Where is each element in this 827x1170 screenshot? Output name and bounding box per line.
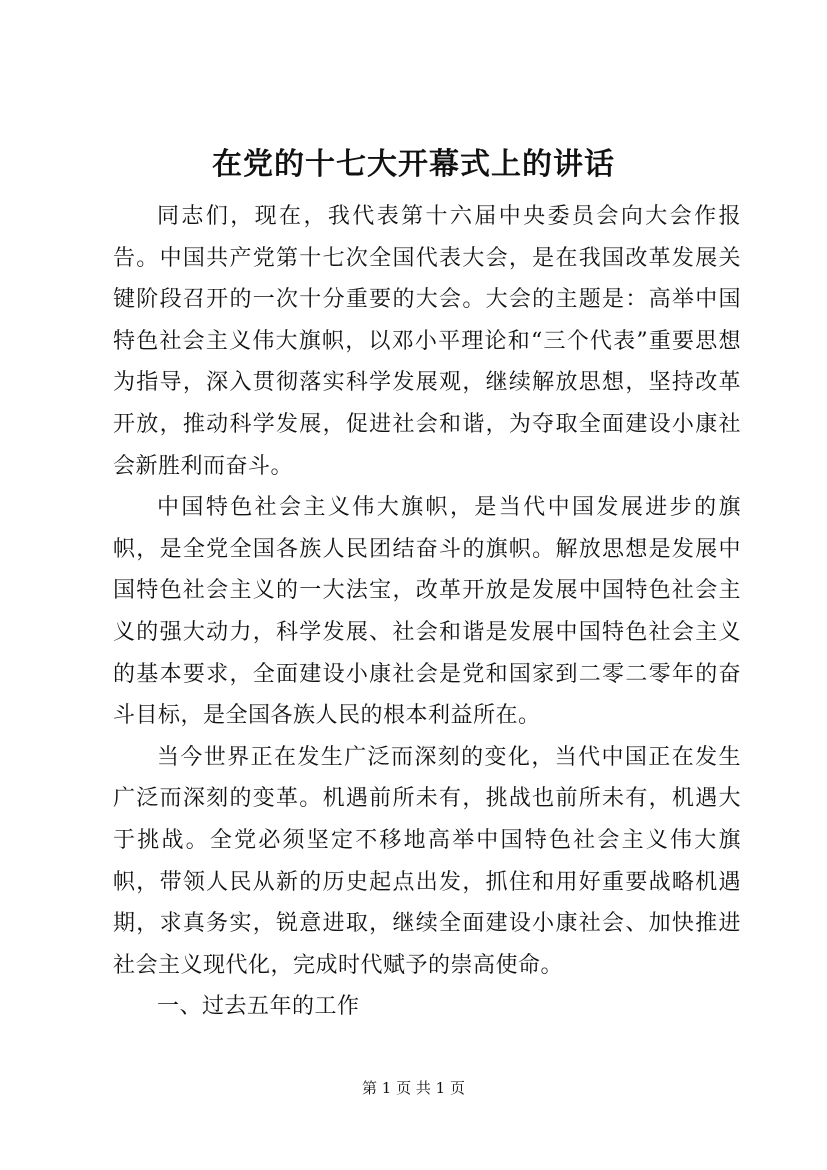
paragraph-2: 中国特色社会主义伟大旗帜，是当代中国发展进步的旗帜，是全党全国各族人民团结奋斗的旗帜。解放思想是发展中国特色社会主义的一大法宝，改革开放是发展中国特色社会主义的强大动力，科学发展、社会和谐是发展中国特色社会主义的基本要求，全面建设小康社会是党和国家到二零二零年的奋斗目标，是全国各族人民的根本利益所在。 — [113, 495, 741, 729]
paragraph-1: 同志们，现在，我代表第十六届中央委员会向大会作报告。中国共产党第十七次全国代表大会，是在我国改革发展关键阶段召开的一次十分重要的大会。大会的主题是：高举中国特色社会主义伟大旗帜，以邓小平理论和“三个代表”重要思想为指导，深入贯彻落实科学发展观，继续解放思想，坚持改革开放，推动科学发展，促进社会和谐，为夺取全面建设小康社会新胜利而奋斗。 — [113, 204, 741, 479]
paragraph-3: 当今世界正在发生广泛而深刻的变化，当代中国正在发生广泛而深刻的变革。机遇前所未有，挑战也前所未有，机遇大于挑战。全党必须坚定不移地高举中国特色社会主义伟大旗帜，带领人民从新的历史起点出发，抓住和用好重要战略机遇期，求真务实，锐意进取，继续全面建设小康社会、加快推进社会主义现代化，完成时代赋予的崇高使命。 — [113, 744, 741, 978]
document-body — [113, 196, 741, 1028]
document-title: 在党的十七大开幕式上的讲话 — [212, 147, 615, 182]
section-heading: 一、过去五年的工作 — [157, 994, 360, 1020]
page-footer: 第 1 页 共 1 页 — [362, 1079, 465, 1097]
